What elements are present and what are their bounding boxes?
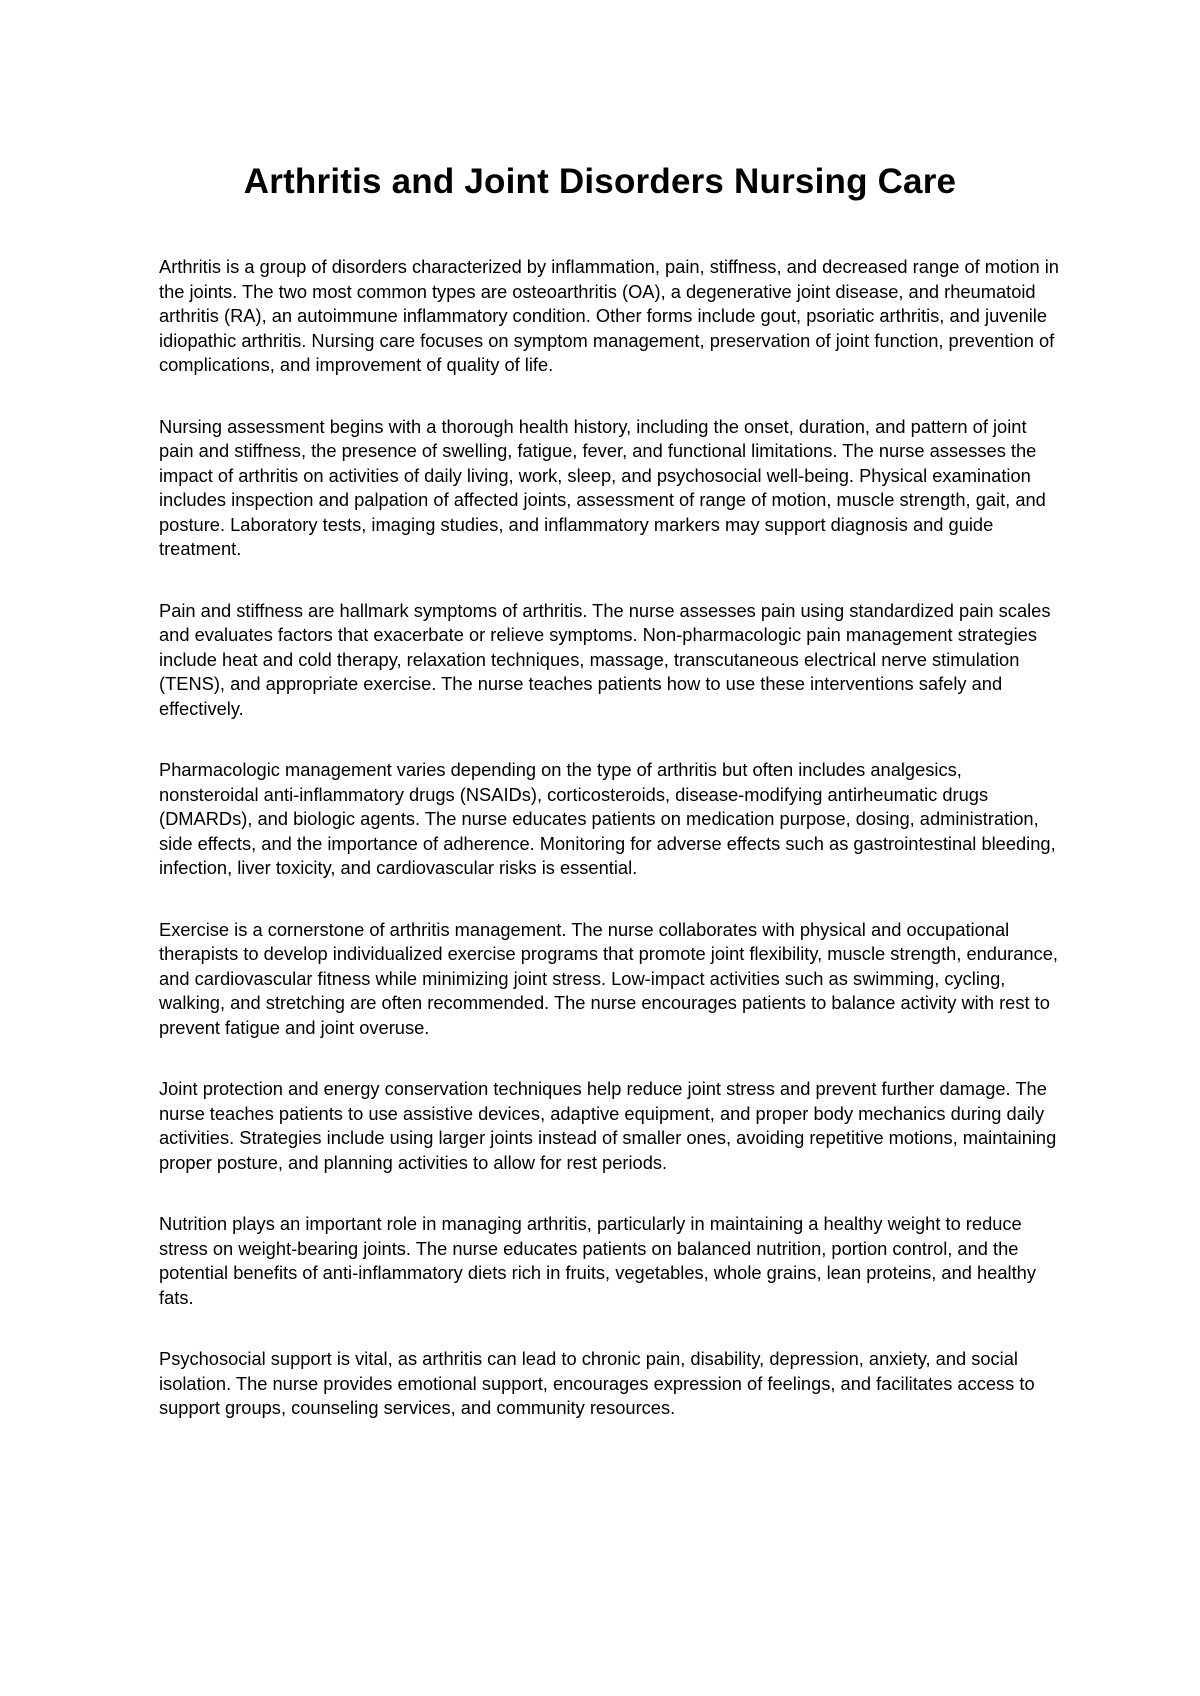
paragraph-exercise: Exercise is a cornerstone of arthritis management. The nurse collaborates with physical and occupational therapists to develop individualized exercise programs that promote joint flexibility, muscle strength, endurance, and cardiovascular fitness while minimizing joint stress. Low-impact activities such as swimming, cycling, walking, and stretching are often recommended. The nurse encourages patients to balance activity with rest to prevent fatigue and joint overuse. [159, 918, 1058, 1038]
document-title: Arthritis and Joint Disorders Nursing Care [243, 162, 957, 201]
paragraph-pharmacologic: Pharmacologic management varies depending on the type of arthritis but often includes analgesics, nonsteroidal anti-inflammatory drugs (NSAIDs), corticosteroids, disease-modifying antirheumatic drugs (DMARDs), and biologic agents. The nurse educates patients on medication purpose, dosing, administration, side effects, and the importance of adherence. Monitoring for adverse effects such as gastrointestinal bleeding, infection, liver toxicity, and cardiovascular risks is essential. [159, 759, 1056, 878]
paragraph-overview: Arthritis is a group of disorders characterized by inflammation, pain, stiffness, and decreased range of motion in the joints. The two most common types are osteoarthritis (OA), a degenerative joint disease, and rheumatoid arthritis (RA), an autoimmune inflammatory condition. Other forms include gout, psoriatic arthritis, and juvenile idiopathic arthritis. Nursing care focuses on symptom management, preservation of joint function, prevention of complications, and improvement of quality of life. [159, 256, 1059, 375]
paragraph-assessment: Nursing assessment begins with a thorough health history, including the onset, duration, and pattern of joint pain and stiffness, the presence of swelling, fatigue, fever, and functional limitations. The nurse assesses the impact of arthritis on activities of daily living, work, sleep, and psychosocial well-being. Physical examination includes inspection and palpation of affected joints, assessment of range of motion, muscle strength, gait, and posture. Laboratory tests, imaging studies, and inflammatory markers may support diagnosis and guide treatment. [159, 415, 1046, 559]
paragraph-joint-protection: Joint protection and energy conservation techniques help reduce joint stress and prevent further damage. The nurse teaches patients to use assistive devices, adaptive equipment, and proper body mechanics during daily activities. Strategies include using larger joints instead of smaller ones, avoiding repetitive motions, maintaining proper posture, and planning activities to allow for rest periods. [159, 1078, 1057, 1173]
document-body [159, 255, 1059, 1458]
paragraph-psychosocial: Psychosocial support is vital, as arthritis can lead to chronic pain, disability, depression, anxiety, and social isolation. The nurse provides emotional support, encourages expression of feelings, and facilitates access to support groups, counseling services, and community resources. [159, 1348, 1035, 1418]
paragraph-nutrition: Nutrition plays an important role in managing arthritis, particularly in maintaining a healthy weight to reduce stress on weight-bearing joints. The nurse educates patients on balanced nutrition, portion control, and the potential benefits of anti-inflammatory diets rich in fruits, vegetables, whole grains, lean proteins, and healthy fats. [159, 1213, 1036, 1308]
paragraph-pain-stiffness: Pain and stiffness are hallmark symptoms of arthritis. The nurse assesses pain using standardized pain scales and evaluates factors that exacerbate or relieve symptoms. Non-pharmacologic pain management strategies include heat and cold therapy, relaxation techniques, massage, transcutaneous electrical nerve stimulation (TENS), and appropriate exercise. The nurse teaches patients how to use these interventions safely and effectively. [159, 599, 1051, 719]
